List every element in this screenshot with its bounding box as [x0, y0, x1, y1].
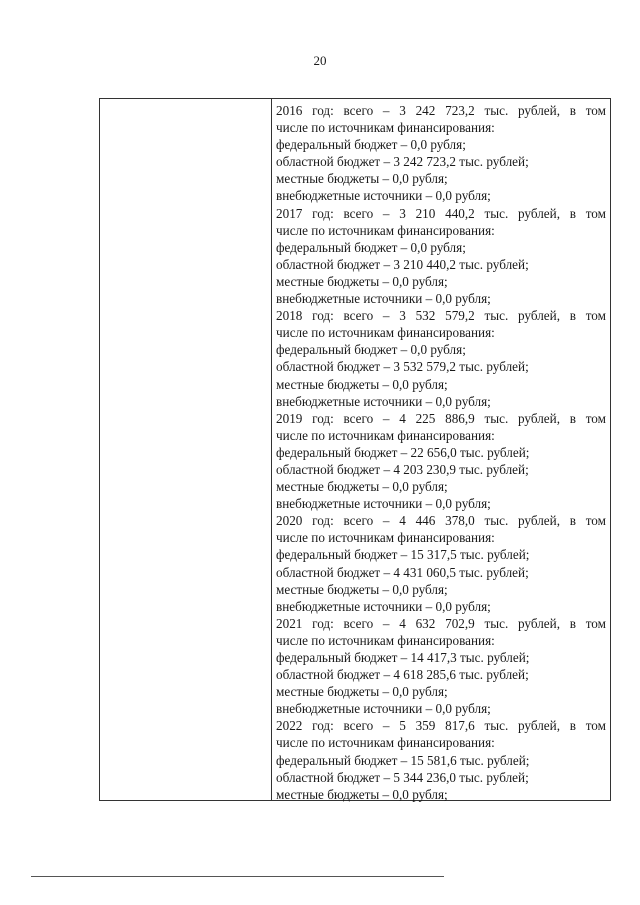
year-total-line: 2017 год: всего – 3 210 440,2 тыс. рублей, в том — [276, 205, 606, 221]
funding-line: числе по источникам финансирования: — [276, 427, 495, 443]
funding-line: местные бюджеты – 0,0 рубля; — [276, 684, 448, 700]
page-number: 20 — [313, 53, 327, 68]
year-total-line: 2021 год: всего – 4 632 702,9 тыс. рублей, в том — [276, 615, 606, 631]
funding-line: внебюджетные источники – 0,0 рубля; — [276, 291, 491, 307]
funding-line: местные бюджеты – 0,0 рубля; — [276, 581, 448, 597]
funding-line: местные бюджеты – 0,0 рубля; — [276, 273, 448, 289]
funding-line: областной бюджет – 5 344 236,0 тыс. рублей; — [276, 769, 529, 785]
funding-line: внебюджетные источники – 0,0 рубля; — [276, 188, 491, 204]
funding-table — [99, 98, 611, 801]
funding-line: федеральный бюджет – 22 656,0 тыс. рублей; — [276, 444, 530, 460]
funding-line: федеральный бюджет – 15 317,5 тыс. рублей; — [276, 547, 530, 563]
year-total-line: 2020 год: всего – 4 446 378,0 тыс. рублей, в том — [276, 513, 606, 529]
funding-line: областной бюджет – 4 203 230,9 тыс. рублей; — [276, 461, 529, 477]
funding-line: внебюджетные источники – 0,0 рубля; — [276, 598, 491, 614]
footer-rule — [31, 876, 444, 877]
funding-line: областной бюджет – 3 242 723,2 тыс. рублей; — [276, 154, 529, 170]
year-total-line: 2022 год: всего – 5 359 817,6 тыс. рублей, в том — [276, 718, 606, 734]
funding-line: областной бюджет – 4 618 285,6 тыс. рублей; — [276, 667, 529, 683]
funding-line: федеральный бюджет – 0,0 рубля; — [276, 239, 466, 255]
funding-line: федеральный бюджет – 0,0 рубля; — [276, 137, 466, 153]
funding-line: областной бюджет – 4 431 060,5 тыс. рублей; — [276, 564, 529, 580]
funding-line: местные бюджеты – 0,0 рубля; — [276, 376, 448, 392]
table-right-cell — [272, 99, 610, 800]
funding-line: местные бюджеты – 0,0 рубля; — [276, 786, 448, 802]
year-total-line: 2019 год: всего – 4 225 886,9 тыс. рублей, в том — [276, 410, 606, 426]
funding-line: внебюджетные источники – 0,0 рубля; — [276, 701, 491, 717]
table-left-cell — [100, 99, 272, 800]
funding-line: числе по источникам финансирования: — [276, 120, 495, 136]
funding-line: числе по источникам финансирования: — [276, 530, 495, 546]
year-total-line: 2018 год: всего – 3 532 579,2 тыс. рублей, в том — [276, 308, 606, 324]
funding-line: областной бюджет – 3 210 440,2 тыс. рублей; — [276, 256, 529, 272]
funding-line: местные бюджеты – 0,0 рубля; — [276, 171, 448, 187]
funding-line: областной бюджет – 3 532 579,2 тыс. рублей; — [276, 359, 529, 375]
funding-line: числе по источникам финансирования: — [276, 325, 495, 341]
funding-line: федеральный бюджет – 15 581,6 тыс. рублей; — [276, 752, 530, 768]
funding-line: числе по источникам финансирования: — [276, 632, 495, 648]
funding-line: внебюджетные источники – 0,0 рубля; — [276, 393, 491, 409]
funding-line: числе по источникам финансирования: — [276, 735, 495, 751]
funding-line: федеральный бюджет – 0,0 рубля; — [276, 342, 466, 358]
funding-line: федеральный бюджет – 14 417,3 тыс. рублей; — [276, 650, 530, 665]
funding-line: числе по источникам финансирования: — [276, 222, 495, 238]
year-total-line: 2016 год: всего – 3 242 723,2 тыс. рублей, в том — [276, 103, 606, 118]
funding-line: внебюджетные источники – 0,0 рубля; — [276, 496, 491, 512]
funding-line: местные бюджеты – 0,0 рубля; — [276, 479, 448, 495]
